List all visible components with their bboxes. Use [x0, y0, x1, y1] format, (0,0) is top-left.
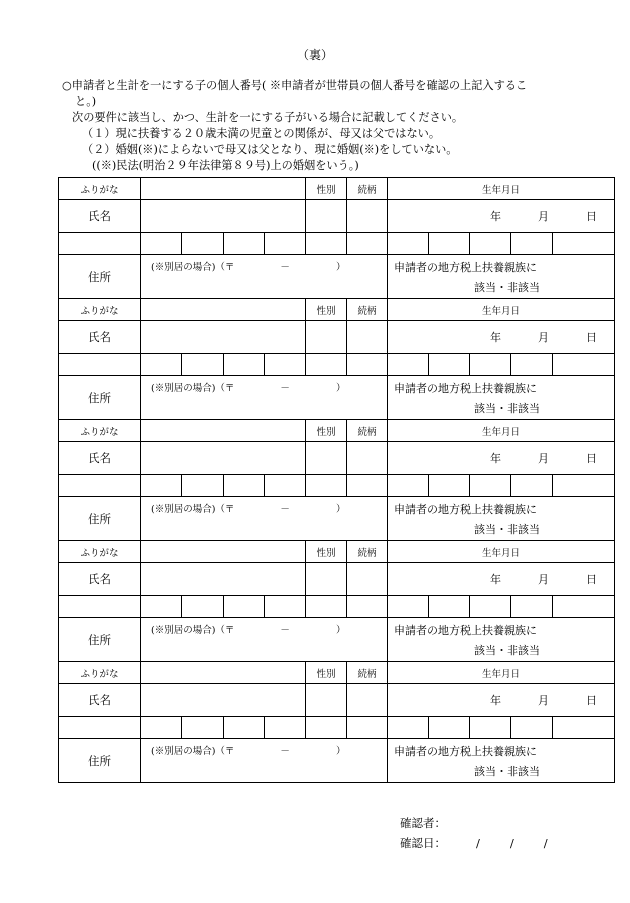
year-label: 年 [490, 452, 501, 465]
dependent-status-field[interactable] [388, 739, 615, 783]
individual-number-row [59, 717, 615, 739]
name-row [59, 684, 615, 717]
furigana-field[interactable] [141, 420, 306, 442]
address-row [59, 497, 615, 541]
gender-field[interactable] [306, 684, 347, 717]
month-label: 月 [538, 573, 549, 586]
furigana-label: ふりがな [59, 420, 141, 442]
dependent-status-options: 該当・非該当 [474, 523, 540, 536]
gender-field[interactable] [306, 563, 347, 596]
dependent-status-label: 申請者の地方税上扶養親族に [394, 503, 537, 516]
children-table [58, 177, 615, 783]
number-digit-cell[interactable] [511, 475, 553, 497]
dependent-status-label: 申請者の地方税上扶養親族に [394, 382, 537, 395]
address-label: 住所 [59, 497, 141, 541]
year-label: 年 [490, 573, 501, 586]
number-digit-cell[interactable] [470, 233, 511, 255]
postal-dash: － [280, 625, 290, 636]
address-row [59, 376, 615, 420]
furigana-field[interactable] [141, 178, 306, 200]
furigana-row [59, 420, 615, 442]
relation-field[interactable] [347, 200, 388, 233]
furigana-label: ふりがな [59, 178, 141, 200]
dependent-status-field[interactable] [388, 497, 615, 541]
birthdate-label: 生年月日 [388, 299, 615, 321]
relation-field[interactable] [347, 321, 388, 354]
address-field[interactable] [141, 497, 388, 541]
number-digit-cell[interactable] [224, 596, 265, 618]
number-digit-cell[interactable] [224, 233, 265, 255]
number-digit-cell[interactable] [388, 233, 429, 255]
separate-residence-note [151, 380, 345, 394]
year-label: 年 [490, 694, 501, 707]
confirmer-label: 確認者： [400, 816, 446, 830]
number-digit-cell[interactable] [182, 354, 224, 376]
relation-field[interactable] [347, 563, 388, 596]
separate-residence-note [151, 501, 345, 515]
furigana-field[interactable] [141, 299, 306, 321]
instructions-line-4: ((※)民法(明治２９年法律第８９号)上の婚姻をいう。) [92, 159, 359, 172]
relation-label: 続柄 [347, 662, 388, 684]
address-field[interactable] [141, 376, 388, 420]
address-field[interactable] [141, 255, 388, 299]
separate-residence-note [151, 259, 345, 273]
postal-close: ） [335, 746, 346, 757]
instructions-line-3: （２）婚姻(※)によらないで母又は父となり、現に婚姻(※)をしていない。 [82, 143, 458, 156]
birthdate-field[interactable] [388, 442, 615, 475]
date-slash: / [509, 836, 514, 850]
birthdate-label: 生年月日 [388, 420, 615, 442]
number-digit-cell[interactable] [347, 596, 388, 618]
number-digit-cell[interactable] [347, 717, 388, 739]
dependent-status-options: 該当・非該当 [474, 402, 540, 415]
number-digit-cell[interactable] [265, 596, 306, 618]
month-label: 月 [538, 694, 549, 707]
day-label: 日 [586, 573, 597, 586]
number-digit-cell[interactable] [347, 475, 388, 497]
number-digit-cell[interactable] [553, 475, 615, 497]
day-label: 日 [586, 210, 597, 223]
postal-close: ） [335, 383, 346, 394]
address-row [59, 618, 615, 662]
gender-field[interactable] [306, 442, 347, 475]
relation-label: 続柄 [347, 420, 388, 442]
postal-close: ） [335, 625, 346, 636]
furigana-row [59, 541, 615, 563]
number-digit-cell[interactable] [470, 596, 511, 618]
number-digit-cell[interactable] [388, 354, 429, 376]
day-label: 日 [586, 694, 597, 707]
number-digit-cell[interactable] [141, 233, 182, 255]
gender-field[interactable] [306, 200, 347, 233]
number-digit-cell[interactable] [553, 233, 615, 255]
number-digit-cell[interactable] [141, 475, 182, 497]
number-digit-cell[interactable] [224, 717, 265, 739]
number-digit-cell[interactable] [306, 717, 347, 739]
dependent-status-options: 該当・非該当 [474, 644, 540, 657]
furigana-row [59, 662, 615, 684]
name-row [59, 442, 615, 475]
number-digit-cell[interactable] [553, 354, 615, 376]
confirmer [400, 815, 446, 831]
number-digit-cell[interactable] [429, 475, 470, 497]
furigana-label: ふりがな [59, 299, 141, 321]
number-digit-cell[interactable] [224, 475, 265, 497]
number-digit-cell[interactable] [511, 596, 553, 618]
name-field[interactable] [141, 563, 306, 596]
name-label: 氏名 [59, 563, 141, 596]
instructions-line-2: （１）現に扶養する２０歳未満の児童との関係が、母又は父ではない。 [82, 127, 441, 140]
year-label: 年 [490, 210, 501, 223]
dependent-status-label: 申請者の地方税上扶養親族に [394, 745, 537, 758]
individual-number-row [59, 354, 615, 376]
number-digit-cell[interactable] [306, 233, 347, 255]
day-label: 日 [586, 331, 597, 344]
number-digit-cell[interactable] [59, 475, 141, 497]
name-label: 氏名 [59, 321, 141, 354]
number-digit-cell[interactable] [182, 717, 224, 739]
number-digit-cell[interactable] [429, 233, 470, 255]
number-digit-cell[interactable] [265, 475, 306, 497]
number-digit-cell[interactable] [429, 354, 470, 376]
number-digit-cell[interactable] [470, 475, 511, 497]
gender-field[interactable] [306, 321, 347, 354]
instructions-heading-line1: ○申請者と生計を一にする子の個人番号( ※申請者が世帯員の個人番号を確認の上記入するこ [62, 79, 528, 92]
birthdate-field[interactable] [388, 563, 615, 596]
number-digit-cell[interactable] [141, 717, 182, 739]
dependent-status-field[interactable] [388, 618, 615, 662]
individual-number-row [59, 233, 615, 255]
postal-close: ） [335, 504, 346, 515]
birthdate-label: 生年月日 [388, 662, 615, 684]
number-digit-cell[interactable] [429, 596, 470, 618]
separate-residence-label: (※別居の場合)（〒 [151, 625, 235, 636]
birthdate-label: 生年月日 [388, 178, 615, 200]
name-label: 氏名 [59, 442, 141, 475]
number-digit-cell[interactable] [182, 596, 224, 618]
number-digit-cell[interactable] [182, 475, 224, 497]
number-digit-cell[interactable] [470, 717, 511, 739]
confirm-date-label: 確認日： [400, 836, 446, 850]
number-digit-cell[interactable] [59, 717, 141, 739]
number-digit-cell[interactable] [141, 354, 182, 376]
separate-residence-note [151, 622, 345, 636]
dependent-status-options: 該当・非該当 [474, 281, 540, 294]
relation-label: 続柄 [347, 541, 388, 563]
month-label: 月 [538, 452, 549, 465]
number-digit-cell[interactable] [511, 717, 553, 739]
separate-residence-label: (※別居の場合)（〒 [151, 746, 235, 757]
number-digit-cell[interactable] [141, 596, 182, 618]
gender-label: 性別 [306, 662, 347, 684]
date-slash: / [543, 836, 548, 850]
number-digit-cell[interactable] [470, 354, 511, 376]
confirm-date [400, 835, 548, 851]
birthdate-label: 生年月日 [388, 541, 615, 563]
number-digit-cell[interactable] [553, 596, 615, 618]
page-title: （裏） [296, 48, 333, 62]
address-row [59, 255, 615, 299]
gender-label: 性別 [306, 541, 347, 563]
relation-field[interactable] [347, 442, 388, 475]
number-digit-cell[interactable] [511, 233, 553, 255]
furigana-field[interactable] [141, 541, 306, 563]
furigana-label: ふりがな [59, 662, 141, 684]
relation-label: 続柄 [347, 178, 388, 200]
number-digit-cell[interactable] [224, 354, 265, 376]
month-label: 月 [538, 331, 549, 344]
instructions-heading [62, 78, 582, 110]
address-field[interactable] [141, 618, 388, 662]
individual-number-row [59, 475, 615, 497]
number-digit-cell[interactable] [388, 596, 429, 618]
furigana-row [59, 178, 615, 200]
address-label: 住所 [59, 255, 141, 299]
gender-label: 性別 [306, 178, 347, 200]
relation-field[interactable] [347, 684, 388, 717]
postal-dash: － [280, 746, 290, 757]
name-row [59, 200, 615, 233]
relation-label: 続柄 [347, 299, 388, 321]
number-digit-cell[interactable] [347, 233, 388, 255]
instructions-line-1: 次の要件に該当し、かつ、生計を一にする子がいる場合に記載してください。 [72, 111, 464, 124]
address-field[interactable] [141, 739, 388, 783]
day-label: 日 [586, 452, 597, 465]
number-digit-cell[interactable] [388, 475, 429, 497]
name-field[interactable] [141, 684, 306, 717]
number-digit-cell[interactable] [388, 717, 429, 739]
address-label: 住所 [59, 618, 141, 662]
postal-dash: － [280, 504, 290, 515]
gender-label: 性別 [306, 420, 347, 442]
name-label: 氏名 [59, 200, 141, 233]
number-digit-cell[interactable] [306, 596, 347, 618]
postal-dash: － [280, 383, 290, 394]
number-digit-cell[interactable] [511, 354, 553, 376]
postal-dash: － [280, 262, 290, 273]
individual-number-row [59, 596, 615, 618]
birthdate-field[interactable] [388, 684, 615, 717]
name-label: 氏名 [59, 684, 141, 717]
furigana-label: ふりがな [59, 541, 141, 563]
furigana-field[interactable] [141, 662, 306, 684]
separate-residence-label: (※別居の場合)（〒 [151, 262, 235, 273]
number-digit-cell[interactable] [306, 354, 347, 376]
number-digit-cell[interactable] [265, 354, 306, 376]
month-label: 月 [538, 210, 549, 223]
number-digit-cell[interactable] [59, 596, 141, 618]
name-row [59, 321, 615, 354]
number-digit-cell[interactable] [265, 233, 306, 255]
number-digit-cell[interactable] [306, 475, 347, 497]
dependent-status-label: 申請者の地方税上扶養親族に [394, 261, 537, 274]
number-digit-cell[interactable] [182, 233, 224, 255]
name-field[interactable] [141, 442, 306, 475]
birthdate-field[interactable] [388, 200, 615, 233]
name-row [59, 563, 615, 596]
number-digit-cell[interactable] [429, 717, 470, 739]
postal-close: ） [335, 262, 346, 273]
separate-residence-label: (※別居の場合)（〒 [151, 504, 235, 515]
dependent-status-label: 申請者の地方税上扶養親族に [394, 624, 537, 637]
number-digit-cell[interactable] [59, 354, 141, 376]
address-row [59, 739, 615, 783]
instructions-heading-line2: と。) [75, 95, 97, 108]
separate-residence-note [151, 743, 345, 757]
separate-residence-label: (※別居の場合)（〒 [151, 383, 235, 394]
number-digit-cell[interactable] [553, 717, 615, 739]
birthdate-field[interactable] [388, 321, 615, 354]
dependent-status-options: 該当・非該当 [474, 765, 540, 778]
address-label: 住所 [59, 376, 141, 420]
number-digit-cell[interactable] [265, 717, 306, 739]
instructions [62, 78, 582, 174]
name-field[interactable] [141, 321, 306, 354]
gender-label: 性別 [306, 299, 347, 321]
dependent-status-field[interactable] [388, 376, 615, 420]
dependent-status-field[interactable] [388, 255, 615, 299]
furigana-row [59, 299, 615, 321]
number-digit-cell[interactable] [59, 233, 141, 255]
address-label: 住所 [59, 739, 141, 783]
number-digit-cell[interactable] [347, 354, 388, 376]
name-field[interactable] [141, 200, 306, 233]
year-label: 年 [490, 331, 501, 344]
date-slash: / [476, 836, 480, 850]
